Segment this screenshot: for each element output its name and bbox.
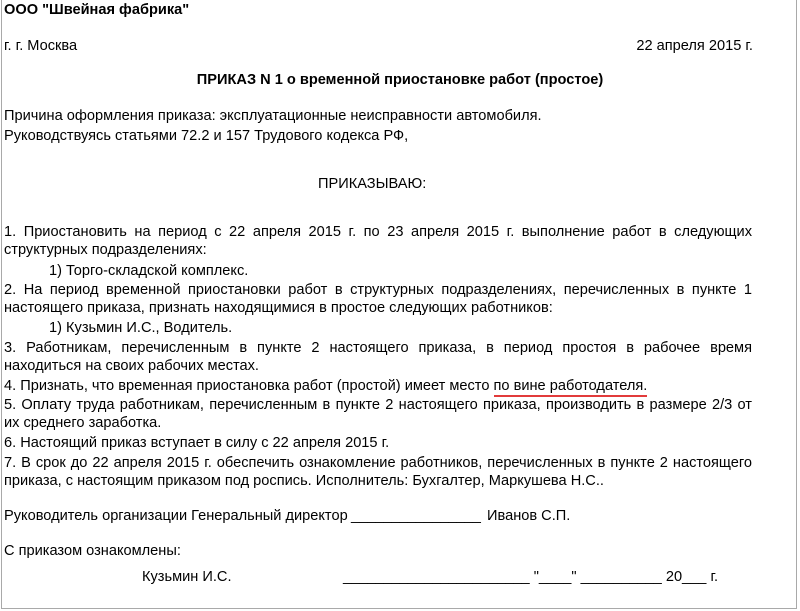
item-3-line-1: 3. Работникам, перечисленным в пункте 2 настоящего приказа, в период простоя в рабочее время	[4, 340, 752, 356]
company-name: ООО "Швейная фабрика"	[4, 2, 190, 18]
document-date: 22 апреля 2015 г.	[636, 38, 753, 54]
item-1-sub: 1) Торго-складской комплекс.	[49, 263, 249, 279]
item-5-line-2: их среднего заработка.	[4, 415, 162, 431]
reason-text: Причина оформления приказа: эксплуатационные неисправности автомобиля.	[4, 108, 542, 124]
order-word: ПРИКАЗЫВАЮ:	[318, 176, 427, 192]
signature-head-name: Иванов С.П.	[487, 508, 571, 524]
signature-head-text: Руководитель организации Генеральный директор	[4, 508, 348, 524]
item-4-prefix: 4. Признать, что временная приостановка работ (простой) имеет место	[4, 378, 494, 394]
item-7-line-1: 7. В срок до 22 апреля 2015 г. обеспечить ознакомление работников, перечисленных в пункте 2 настоящего	[4, 455, 752, 471]
item-7-line-2: приказа, с настоящим приказом под роспись. Исполнитель: Бухгалтер, Маркушева Н.С..	[4, 473, 604, 489]
item-6: 6. Настоящий приказ вступает в силу с 22 апреля 2015 г.	[4, 435, 390, 451]
item-1-line-2: структурных подразделениях:	[4, 242, 207, 258]
acquainted-name: Кузьмин И.С.	[142, 569, 232, 585]
signature-blank: ________________	[351, 508, 481, 524]
item-5-line-1: 5. Оплату труда работникам, перечисленным в пункте 2 настоящего приказа, производить в размере 2/3 от	[4, 397, 752, 413]
item-2-line-1: 2. На период временной приостановки работ в структурных подразделениях, перечисленных в пункте 1	[4, 282, 752, 298]
item-2-sub: 1) Кузьмин И.С., Водитель.	[49, 320, 233, 336]
item-2-line-2: настоящего приказа, признать находящимися в простое следующих работников:	[4, 300, 553, 316]
item-1-line-1: 1. Приостановить на период с 22 апреля 2015 г. по 23 апреля 2015 г. выполнение работ в следующих	[4, 224, 752, 240]
acquainted-label: С приказом ознакомлены:	[4, 543, 181, 559]
document-title: ПРИКАЗ N 1 о временной приостановке работ (простое)	[196, 72, 604, 88]
item-3-line-2: находиться на своих рабочих местах.	[4, 358, 259, 374]
item-4	[4, 377, 647, 395]
acquainted-signature-line: _______________________ "____" __________ 20___ г.	[343, 569, 719, 585]
city: г. г. Москва	[4, 38, 78, 54]
item-4-highlight: по вине работодателя.	[494, 378, 648, 397]
basis-text: Руководствуясь статьями 72.2 и 157 Трудового кодекса РФ,	[4, 128, 409, 144]
